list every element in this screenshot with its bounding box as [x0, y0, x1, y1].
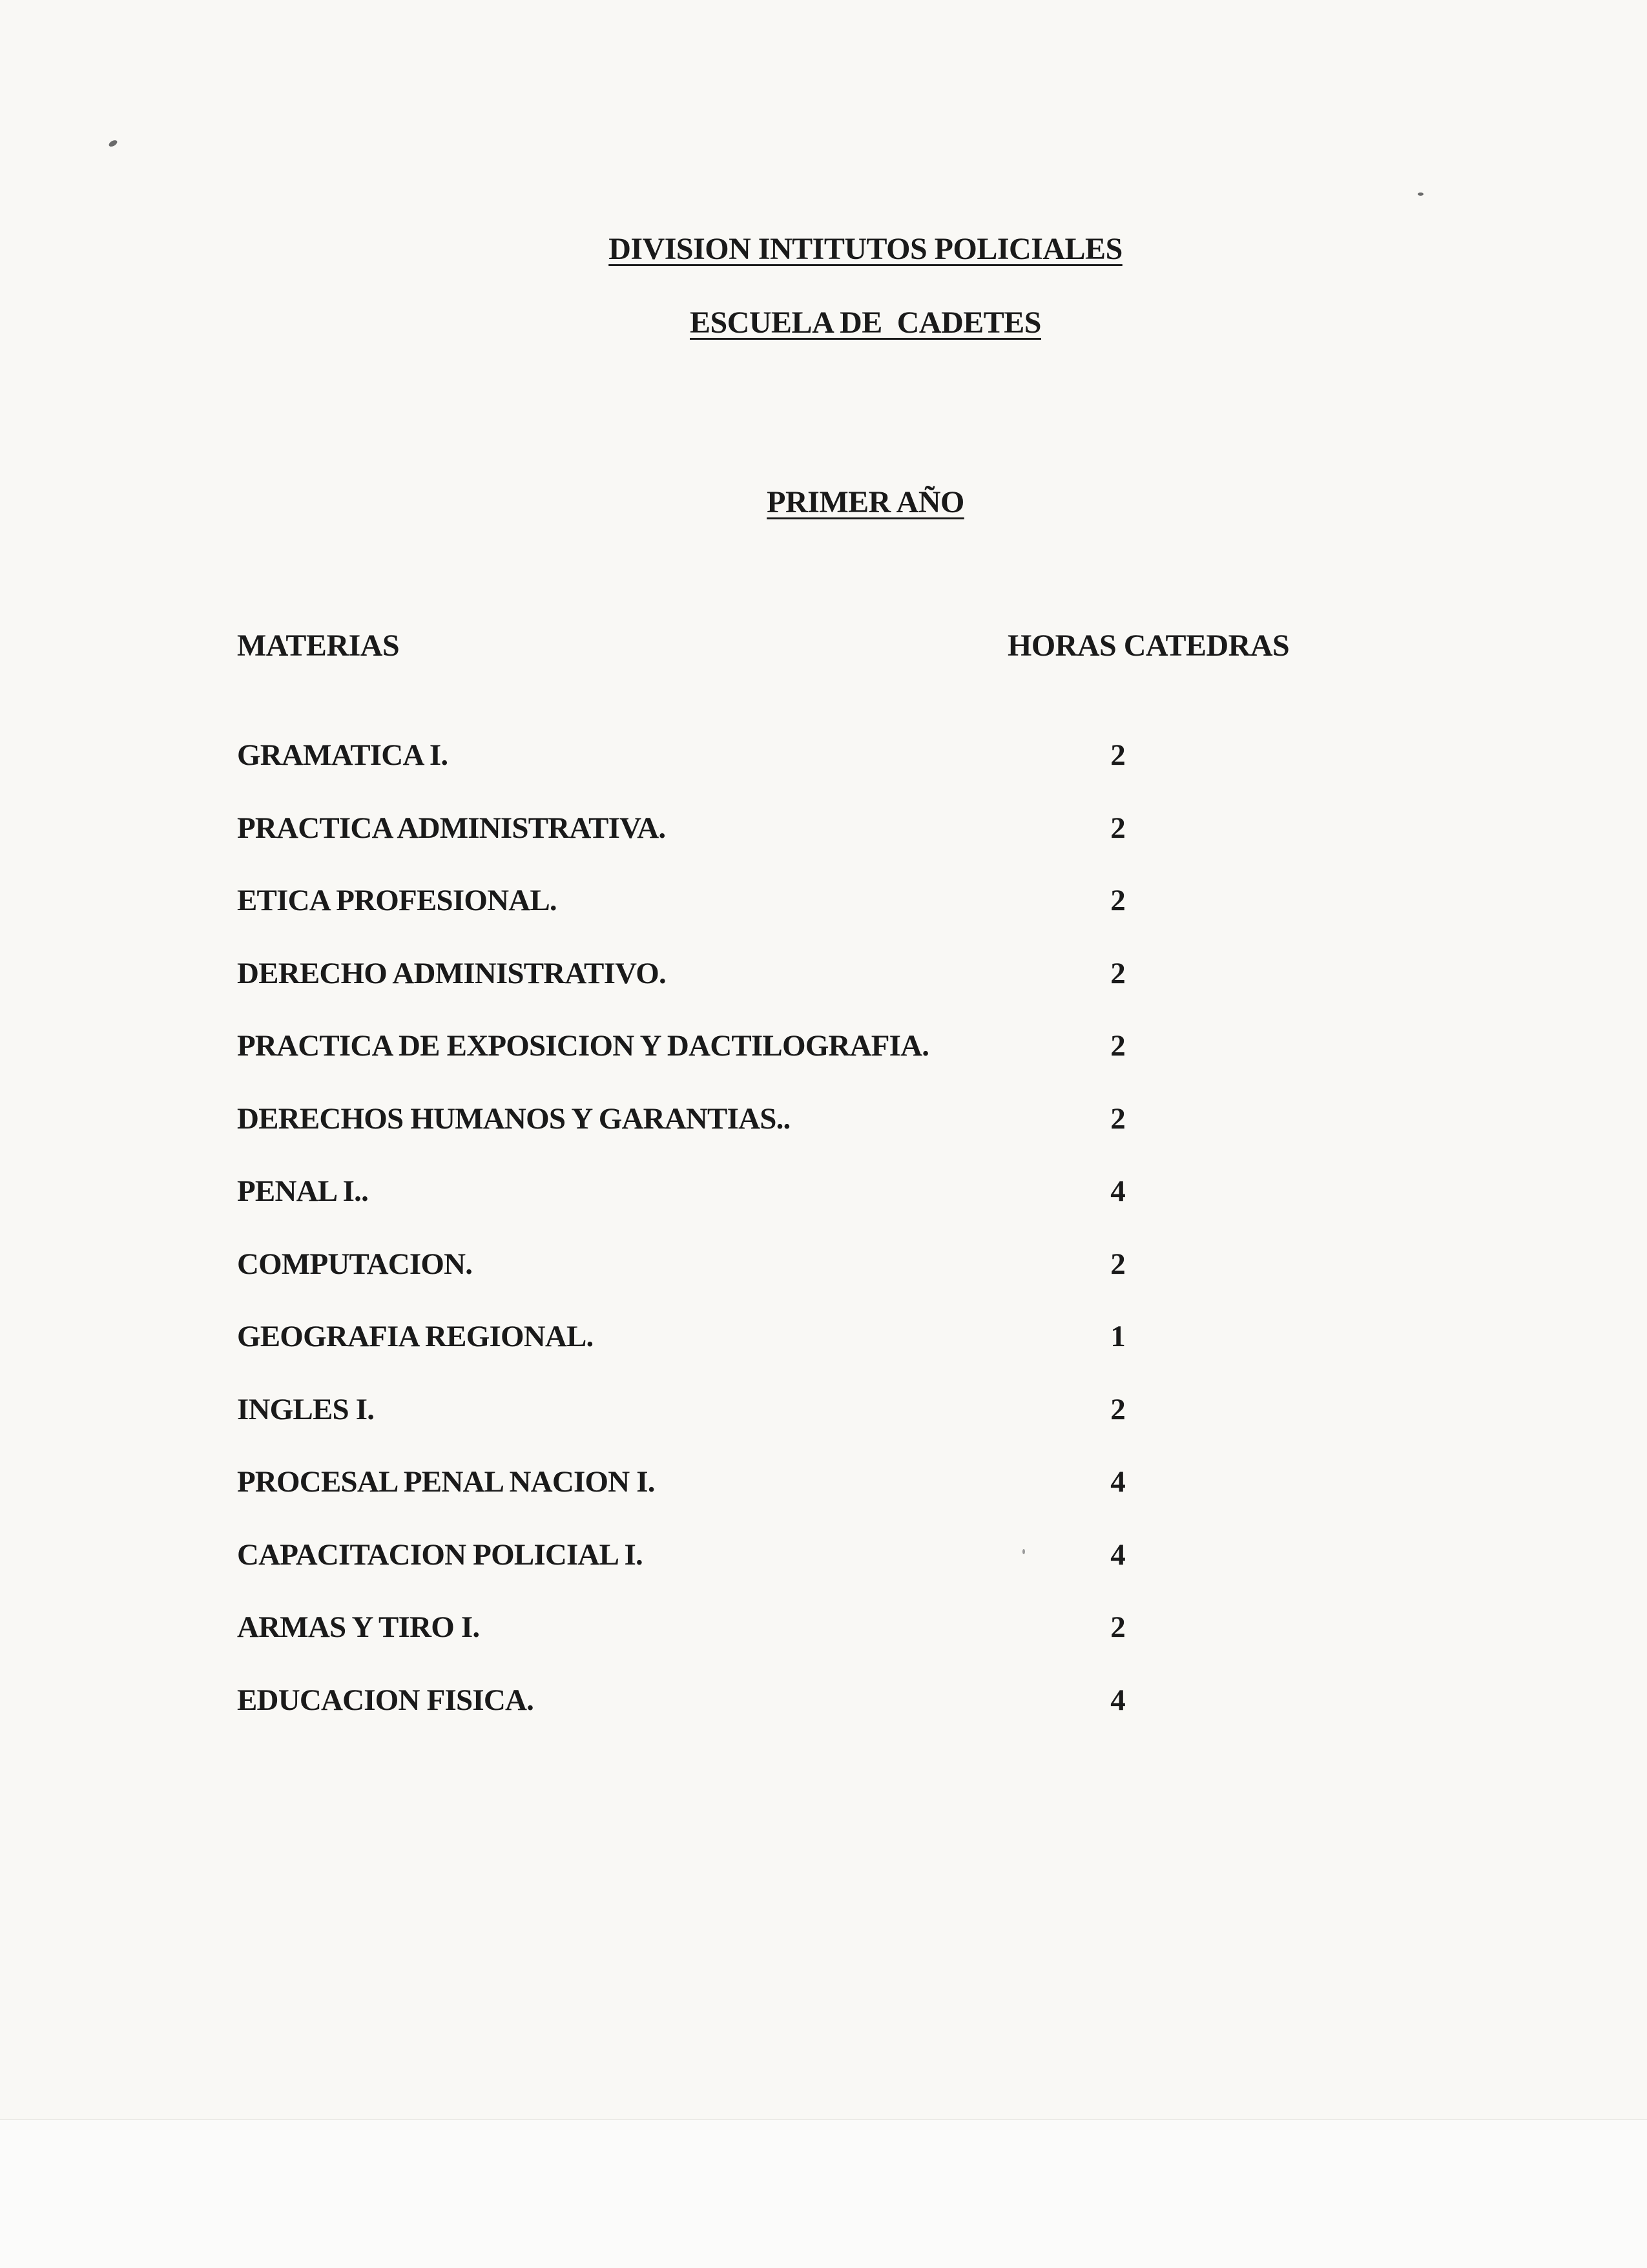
- school-heading: ESCUELA DE CADETES: [690, 306, 1041, 340]
- table-row: [237, 738, 1206, 811]
- subject-hours: 2: [1110, 1029, 1126, 1063]
- subject-name: PRACTICA DE EXPOSICION Y DACTILOGRAFIA.: [237, 1029, 929, 1063]
- division-heading: DIVISION INTITUTOS POLICIALES: [608, 232, 1123, 266]
- subject-hours: 4: [1110, 1465, 1126, 1499]
- scan-speck: [1022, 1549, 1025, 1554]
- subject-name: COMPUTACION.: [237, 1247, 473, 1281]
- subject-hours: 1: [1110, 1320, 1126, 1353]
- subject-hours: 2: [1110, 1247, 1126, 1281]
- table-row: [237, 811, 1206, 884]
- subject-name: PENAL I..: [237, 1174, 369, 1208]
- subject-name: GEOGRAFIA REGIONAL.: [237, 1320, 594, 1353]
- table-row: [237, 1610, 1206, 1683]
- table-row: [237, 956, 1206, 1029]
- subject-name: EDUCACION FISICA.: [237, 1683, 534, 1717]
- table-row: [237, 1537, 1206, 1610]
- subject-name: GRAMATICA I.: [237, 738, 448, 772]
- subject-hours: 2: [1110, 738, 1126, 772]
- table-row: [237, 1247, 1206, 1320]
- scan-speck: [1418, 192, 1424, 196]
- table-row: [237, 1683, 1206, 1756]
- scan-speck: [108, 139, 118, 148]
- subject-hours: 2: [1110, 956, 1126, 990]
- table-row: [237, 1028, 1206, 1101]
- subject-name: ETICA PROFESIONAL.: [237, 884, 557, 917]
- hours-column-header: HORAS CATEDRAS: [1008, 629, 1290, 663]
- table-row: [237, 1101, 1206, 1174]
- subject-hours: 2: [1110, 1101, 1126, 1136]
- subject-name: PRACTICA ADMINISTRATIVA.: [237, 811, 666, 845]
- subjects-column-header: MATERIAS: [237, 629, 400, 663]
- subject-name: DERECHOS HUMANOS Y GARANTIAS..: [237, 1101, 791, 1136]
- table-row: [237, 1319, 1206, 1392]
- year-heading: PRIMER AÑO: [767, 485, 964, 519]
- table-row: [237, 1174, 1206, 1247]
- subject-name: ARMAS Y TIRO I.: [237, 1610, 480, 1644]
- subject-hours: 2: [1110, 811, 1126, 845]
- table-row: [237, 1464, 1206, 1537]
- subject-hours: 4: [1110, 1174, 1126, 1208]
- subject-hours: 2: [1110, 1610, 1126, 1644]
- table-row: [237, 1392, 1206, 1465]
- subjects-table: [237, 738, 1206, 1755]
- subject-name: DERECHO ADMINISTRATIVO.: [237, 956, 666, 990]
- subject-name: PROCESAL PENAL NACION I.: [237, 1465, 655, 1499]
- table-row: [237, 883, 1206, 956]
- subject-hours: 2: [1110, 884, 1126, 917]
- subject-hours: 4: [1110, 1537, 1126, 1572]
- subject-hours: 4: [1110, 1683, 1126, 1717]
- subject-name: INGLES I.: [237, 1392, 375, 1426]
- subject-hours: 2: [1110, 1392, 1126, 1426]
- page-margin: [0, 2119, 1647, 2268]
- subject-name: CAPACITACION POLICIAL I.: [237, 1537, 643, 1572]
